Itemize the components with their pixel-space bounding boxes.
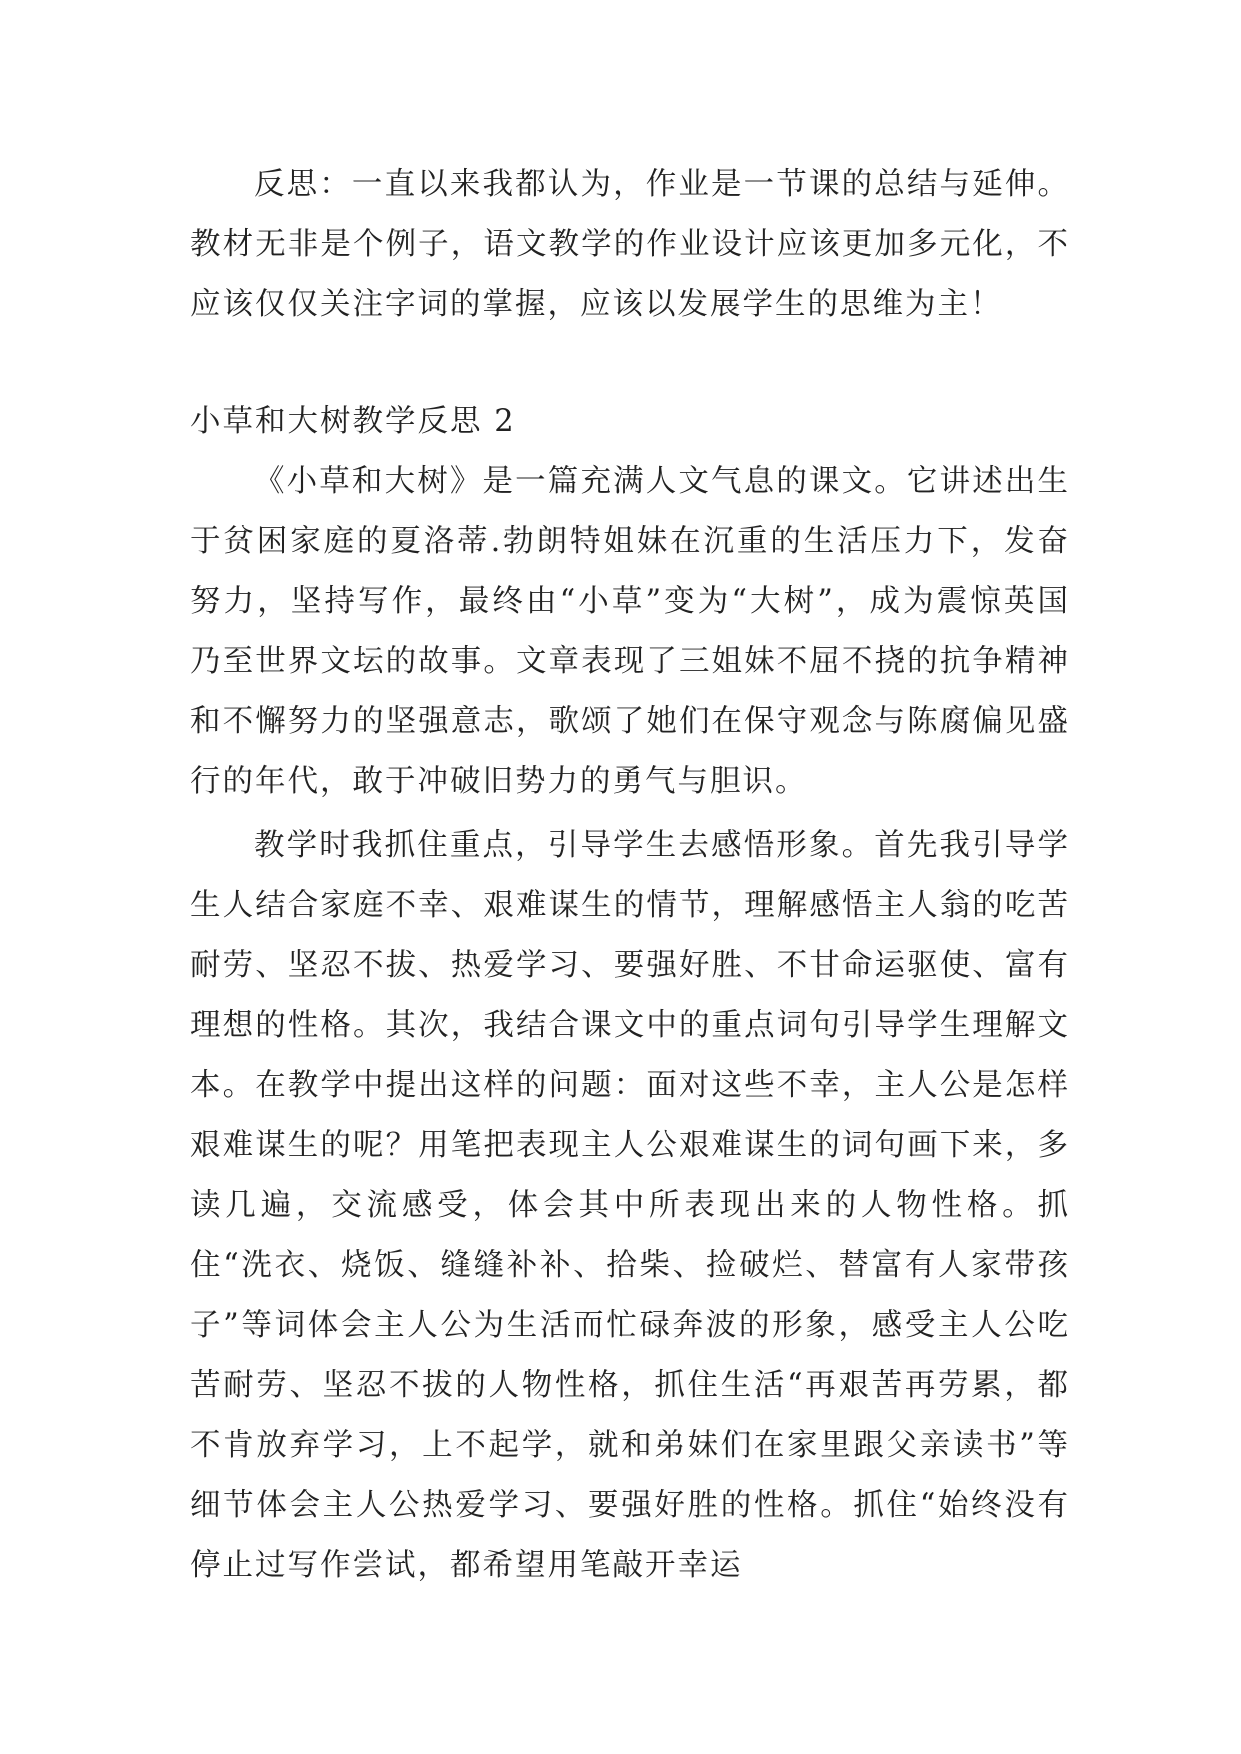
section-title: 小草和大树教学反思 2 bbox=[190, 404, 516, 439]
lesson-summary-paragraph: 《小草和大树》是一篇充满人文气息的课文。它讲述出生于贫困家庭的夏洛蒂.勃朗特姐妹在沉重的生活压力下，发奋努力，坚持写作，最终由“小草”变为“大树”，成为震惊英国乃至世界文坛的故事。文章表现了三姐妹不屈不挠的抗争精神和不懈努力的坚强意志，歌颂了她们在保守观念与陈腐偏见盛行的年代，敢于冲破旧势力的勇气与胆识。 bbox=[190, 464, 1070, 799]
document-body bbox=[190, 155, 1070, 1596]
reflection-paragraph: 反思：一直以来我都认为，作业是一节课的总结与延伸。教材无非是个例子，语文教学的作业设计应该更加多元化，不应该仅仅关注字词的掌握，应该以发展学生的思维为主！ bbox=[190, 167, 1070, 322]
teaching-method-paragraph: 教学时我抓住重点，引导学生去感悟形象。首先我引导学生人结合家庭不幸、艰难谋生的情节，理解感悟主人翁的吃苦耐劳、坚忍不拔、热爱学习、要强好胜、不甘命运驱使、富有理想的性格。其次，我结合课文中的重点词句引导学生理解文本。在教学中提出这样的问题：面对这些不幸，主人公是怎样艰难谋生的呢？用笔把表现主人公艰难谋生的词句画下来，多读几遍，交流感受，体会其中所表现出来的人物性格。抓住“洗衣、烧饭、缝缝补补、拾柴、捡破烂、替富有人家带孩子”等词体会主人公为生活而忙碌奔波的形象，感受主人公吃苦耐劳、坚忍不拔的人物性格，抓住生活“再艰苦再劳累，都不肯放弃学习，上不起学，就和弟妹们在家里跟父亲读书”等细节体会主人公热爱学习、要强好胜的性格。抓住“始终没有停止过写作尝试，都希望用笔敲开幸运 bbox=[190, 828, 1070, 1583]
